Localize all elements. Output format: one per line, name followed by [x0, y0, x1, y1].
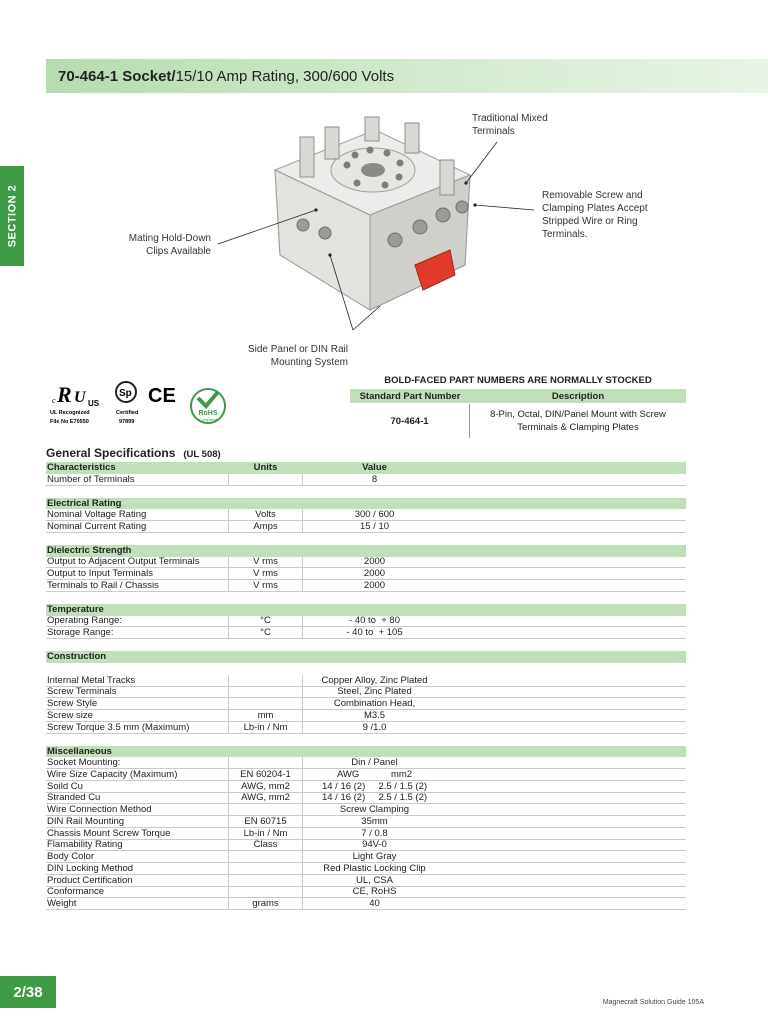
table-row: Stranded Cu AWG, mm2 14 / 16 (2) 2.5 / 1.5 (2) [46, 793, 686, 805]
page-header [46, 59, 768, 93]
rohs-badge [191, 389, 225, 423]
svg-text:R: R [57, 382, 72, 407]
table-row: Product Certification UL, CSA [46, 875, 686, 887]
table-row: Internal Metal Tracks Copper Alloy, Zinc Plated [46, 675, 686, 687]
table-row: Socket Mounting: Din / Panel [46, 757, 686, 769]
table-row: DIN Locking Method Red Plastic Locking Clip [46, 863, 686, 875]
certification-logos [46, 378, 236, 434]
ul-logo [50, 382, 100, 425]
footer-guide: Magnecraft Solution Guide 105A [602, 999, 704, 1006]
callout-side-panel: Side Panel or DIN Rail Mounting System [247, 344, 348, 368]
table-row: Terminals to Rail / Chassis V rms 2000 [46, 580, 686, 592]
table-row: Chassis Mount Screw Torque Lb-in / Nm 7 / 0.8 [46, 828, 686, 840]
svg-text:U: U [74, 389, 86, 406]
csa-logo [116, 382, 138, 425]
svg-text:UL Recognized: UL Recognized [50, 410, 90, 416]
table-row: Output to Input Terminals V rms 2000 [46, 568, 686, 580]
table-row: Nominal Current Rating Amps 15 / 10 [46, 521, 686, 533]
table-row: Output to Adjacent Output Terminals V rms 2000 [46, 557, 686, 569]
section-tab: SECTION 2 [0, 166, 24, 266]
callout-mating: Mating Hold-Down Clips Available [128, 233, 211, 257]
table-row: Weight grams 40 [46, 898, 686, 910]
table-row: Number of Terminals 8 [46, 474, 686, 486]
table-row: Operating Range: °C - 40 to + 80 [46, 616, 686, 628]
table-row: Screw Torque 3.5 mm (Maximum) Lb-in / Nm 9 /1.0 [46, 722, 686, 734]
part-table-row: 70-464-1 8-Pin, Octal, DIN/Panel Mount with Screw Terminals & Clamping Plates [350, 404, 686, 438]
svg-text:File No E70550: File No E70550 [50, 419, 89, 425]
section-miscellaneous: Miscellaneous [46, 746, 686, 758]
table-row: Screw size mm M3.5 [46, 710, 686, 722]
table-row: Body Color Light Gray [46, 851, 686, 863]
callout-traditional: Traditional Mixed Terminals [472, 113, 548, 137]
table-row: Wire Connection Method Screw Clamping [46, 804, 686, 816]
spec-title: General Specifications (UL 508) [46, 446, 221, 460]
svg-text:RoHS: RoHS [198, 410, 218, 417]
section-electrical: Electrical Rating [46, 498, 686, 510]
table-row: Screw Terminals Steel, Zinc Plated [46, 687, 686, 699]
spec-table [46, 462, 686, 910]
section-dielectric: Dielectric Strength [46, 545, 686, 557]
socket-product-image [255, 115, 495, 325]
header-part: 70-464-1 Socket/ [58, 67, 176, 85]
section-construction: Construction [46, 651, 686, 663]
table-row: Conformance CE, RoHS [46, 887, 686, 899]
section-temperature: Temperature [46, 604, 686, 616]
table-row: Soild Cu AWG, mm2 14 / 16 (2) 2.5 / 1.5 (2) [46, 781, 686, 793]
svg-text:Sp: Sp [119, 388, 132, 399]
svg-text:97899: 97899 [119, 419, 135, 425]
table-row: Storage Range: °C - 40 to + 105 [46, 627, 686, 639]
table-row: DIN Rail Mounting EN 60715 35mm [46, 816, 686, 828]
spec-header: Characteristics Units Value [46, 462, 686, 474]
svg-text:Certified: Certified [116, 410, 139, 416]
svg-text:c: c [52, 396, 56, 405]
table-row: Screw Style Combination Head, [46, 698, 686, 710]
svg-text:Compliant: Compliant [198, 417, 218, 422]
page-number: 2/38 [0, 976, 56, 1008]
part-table-header: Standard Part Number Description [350, 389, 686, 403]
table-row: Flamability Rating Class 94V-0 [46, 840, 686, 852]
callout-removable: Removable Screw and Clamping Plates Accept Stripped Wire or Ring Terminals. [542, 190, 648, 240]
stock-note: BOLD-FACED PART NUMBERS ARE NORMALLY STOCKED [384, 375, 652, 386]
table-row: Nominal Voltage Rating Volts 300 / 600 [46, 509, 686, 521]
ce-mark: CE [148, 385, 176, 407]
table-row: Wire Size Capacity (Maximum) EN 60204-1 AWG mm2 [46, 769, 686, 781]
header-rating: 15/10 Amp Rating, 300/600 Volts [175, 67, 395, 85]
svg-text:US: US [88, 399, 100, 408]
